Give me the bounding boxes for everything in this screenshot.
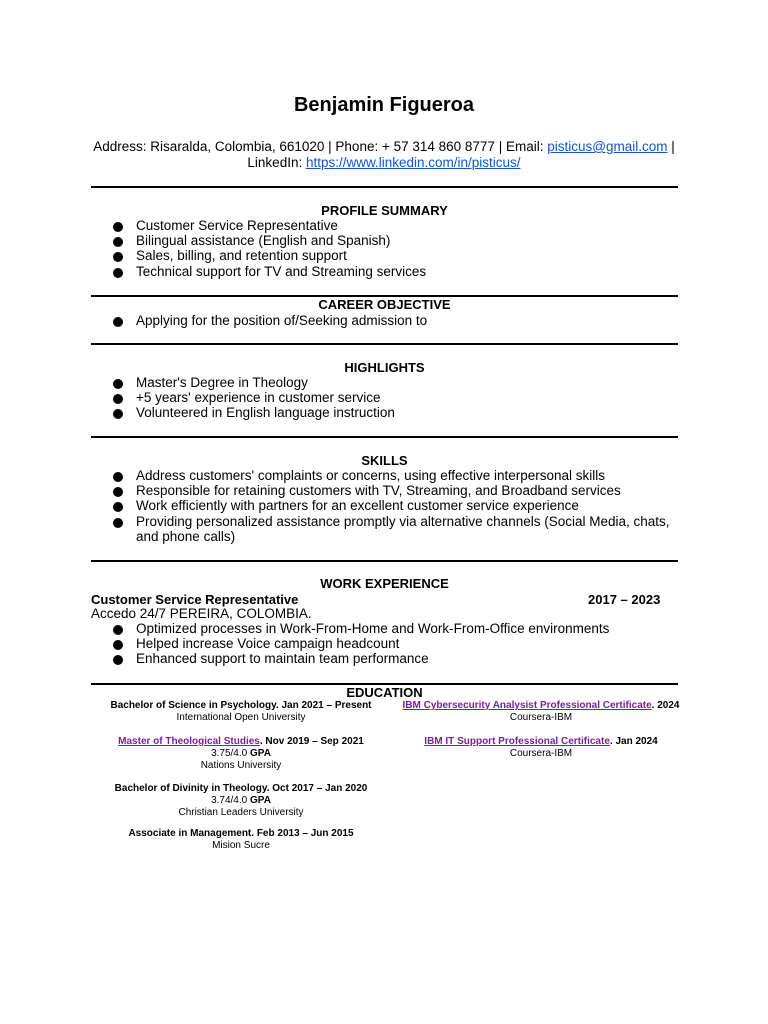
list-item: Optimized processes in Work-From-Home and Work-From-Office environments <box>112 621 672 636</box>
education-heading: EDUCATION <box>346 685 423 700</box>
institution-name: Christian Leaders University <box>178 807 304 818</box>
profile-summary-heading: PROFILE SUMMARY <box>321 203 448 218</box>
institution-name: Nations University <box>200 760 282 771</box>
linkedin-label: LinkedIn: <box>247 155 306 170</box>
certificate-entry <box>396 736 686 760</box>
education-entry <box>91 700 391 724</box>
contact-line-2 <box>0 155 768 171</box>
gpa-value: 3.74/4.0 <box>211 795 250 806</box>
highlights-list <box>112 375 672 421</box>
gpa-label: GPA <box>249 795 271 806</box>
career-objective-list <box>112 313 672 328</box>
degree-link[interactable]: Master of Theological Studies <box>118 736 260 747</box>
certificate-title <box>396 736 686 748</box>
contact-info <box>0 139 768 171</box>
degree-title: Associate in Management. Feb 2013 – Jun 2015 <box>128 828 354 839</box>
list-item: Technical support for TV and Streaming services <box>112 264 672 279</box>
degree-title: Bachelor of Divinity in Theology. Oct 2017 – Jan 2020 <box>114 783 368 794</box>
highlights-heading: HIGHLIGHTS <box>344 360 425 375</box>
email-link[interactable]: pisticus@gmail.com <box>547 139 668 154</box>
linkedin-link[interactable]: https://www.linkedin.com/in/pisticus/ <box>305 155 521 170</box>
work-experience-list <box>112 621 672 667</box>
list-item: Bilingual assistance (English and Spanish) <box>112 233 672 248</box>
certificate-entry <box>396 700 686 724</box>
gpa-line <box>91 795 391 807</box>
institution-name: Mision Sucre <box>212 840 270 851</box>
issuer-name: Coursera-IBM <box>509 712 573 723</box>
profile-summary-list <box>112 218 672 279</box>
certificate-link[interactable]: IBM Cybersecurity Analysist Professional Certificate <box>402 700 652 711</box>
degree-title: Bachelor of Science in Psychology. Jan 2021 – Present <box>110 700 372 711</box>
list-item: +5 years' experience in customer service <box>112 390 672 405</box>
list-item: Providing personalized assistance promptly via alternative channels (Social Media, chats, and phone calls) <box>112 514 672 544</box>
list-item: Sales, billing, and retention support <box>112 248 672 263</box>
list-item: Enhanced support to maintain team performance <box>112 651 672 666</box>
job-company: Accedo 24/7 PEREIRA, COLOMBIA. <box>91 606 312 621</box>
education-entry <box>91 828 391 852</box>
work-experience-heading: WORK EXPERIENCE <box>320 576 449 591</box>
gpa-label: GPA <box>249 748 271 759</box>
section-divider <box>91 560 678 562</box>
list-item: Applying for the position of/Seeking admission to <box>112 313 672 328</box>
degree-dates: . Nov 2019 – Sep 2021 <box>259 736 364 747</box>
address-phone-text: Address: Risaralda, Colombia, 661020 | Phone: + 57 314 860 8777 | Email: <box>93 139 548 154</box>
separator-text: | <box>667 139 675 154</box>
gpa-value: 3.75/4.0 <box>211 748 250 759</box>
list-item: Responsible for retaining customers with TV, Streaming, and Broadband services <box>112 483 672 498</box>
section-divider <box>91 343 678 345</box>
issuer-name: Coursera-IBM <box>509 748 573 759</box>
job-dates: 2017 – 2023 <box>588 592 661 607</box>
education-entry <box>91 736 391 772</box>
job-title: Customer Service Representative <box>91 592 299 607</box>
certificate-date: . Jan 2024 <box>609 736 658 747</box>
degree-title <box>91 736 391 748</box>
institution-name: International Open University <box>176 712 306 723</box>
contact-line-1 <box>0 139 768 155</box>
gpa-line <box>91 748 391 760</box>
section-divider <box>91 186 678 188</box>
certificate-link[interactable]: IBM IT Support Professional Certificate <box>424 736 610 747</box>
candidate-name: Benjamin Figueroa <box>293 94 475 116</box>
list-item: Helped increase Voice campaign headcount <box>112 636 672 651</box>
list-item: Address customers' complaints or concerns, using effective interpersonal skills <box>112 468 672 483</box>
certificate-date: . 2024 <box>651 700 680 711</box>
list-item: Work efficiently with partners for an excellent customer service experience <box>112 498 672 513</box>
list-item: Customer Service Representative <box>112 218 672 233</box>
list-item: Master's Degree in Theology <box>112 375 672 390</box>
list-item: Volunteered in English language instruction <box>112 405 672 420</box>
section-divider <box>91 436 678 438</box>
career-objective-heading: CAREER OBJECTIVE <box>318 297 451 312</box>
certificate-title <box>396 700 686 712</box>
education-entry <box>91 783 391 819</box>
skills-list <box>112 468 672 544</box>
skills-heading: SKILLS <box>361 453 408 468</box>
